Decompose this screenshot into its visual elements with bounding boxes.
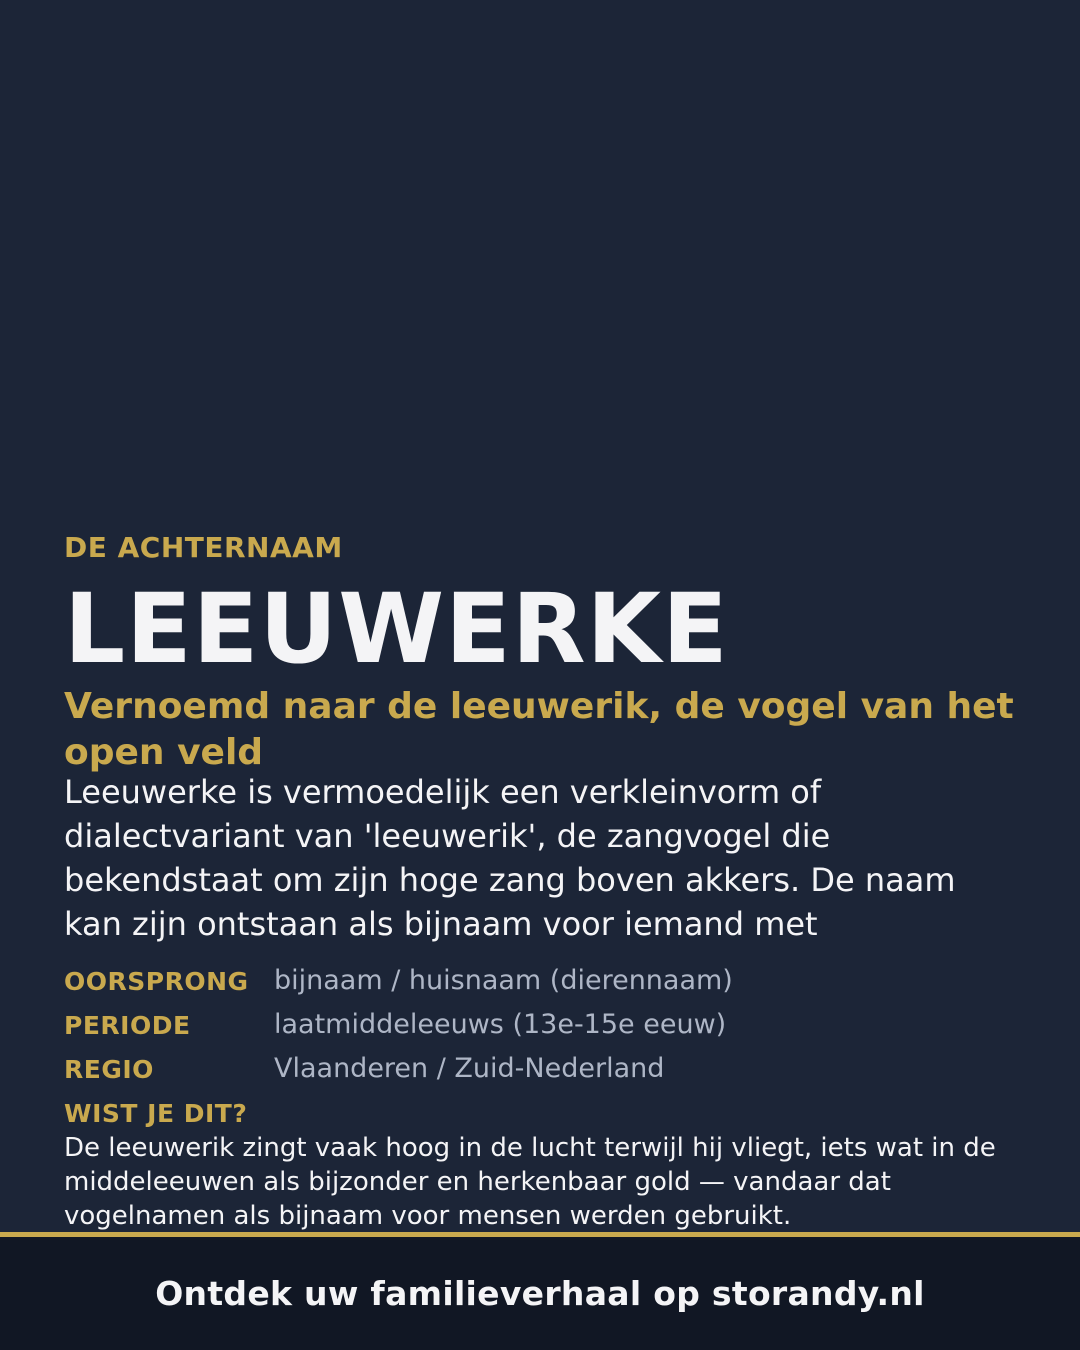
footer-cta[interactable]: Ontdek uw familieverhaal op storandy.nl (155, 1274, 925, 1313)
fact-row-region (64, 1048, 733, 1092)
surname-title: LEEUWERKE (64, 573, 729, 685)
did-you-know-heading: WIST JE DIT? (64, 1099, 248, 1128)
fact-value: bijnaam / huisnaam (dierennaam) (274, 965, 733, 996)
fact-label: OORSPRONG (64, 967, 249, 996)
did-you-know-text: De leeuwerik zingt vaak hoog in de lucht terwijl hij vliegt, iets wat in de middeleeuwen als bijzonder en herkenbaar gold — vandaar dat vogelnamen als bijnaam voor mensen werden gebruikt. (64, 1133, 996, 1231)
fact-row-period (64, 1004, 733, 1048)
facts-list (64, 960, 733, 1092)
fact-label: PERIODE (64, 1011, 191, 1040)
surname-description: Leeuwerke is vermoedelijk een verkleinvorm of dialectvariant van 'leeuwerik', de zangvogel die bekendstaat om zijn hoge zang boven akkers. De naam kan zijn ontstaan als bijnaam voor iemand met (64, 773, 956, 943)
footer-banner (0, 1232, 1080, 1350)
fact-row-origin (64, 960, 733, 1004)
eyebrow-label: DE ACHTERNAAM (64, 531, 343, 564)
fact-label: REGIO (64, 1055, 154, 1084)
fact-value: Vlaanderen / Zuid-Nederland (274, 1053, 665, 1084)
surname-subtitle: Vernoemd naar de leeuwerik, de vogel van het open veld (64, 686, 1014, 773)
fact-value: laatmiddeleeuws (13e-15e eeuw) (274, 1009, 727, 1040)
